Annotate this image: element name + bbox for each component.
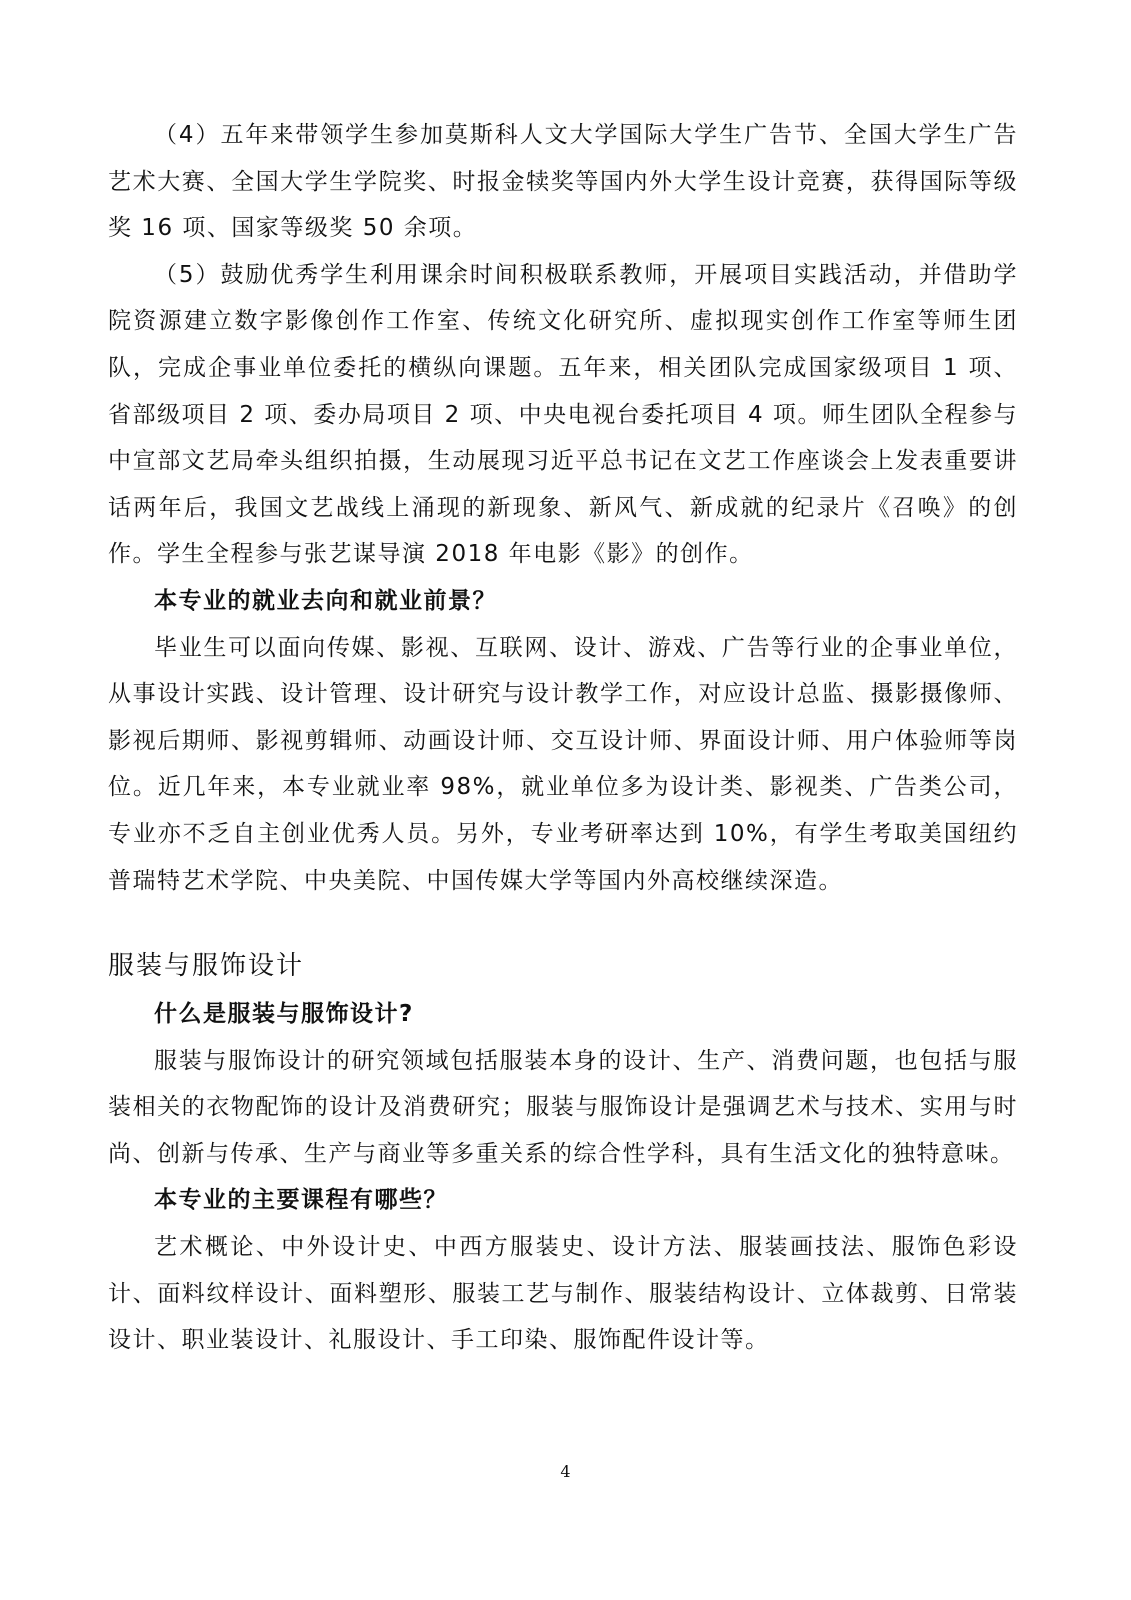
page-number: 4 — [560, 1462, 571, 1481]
section-heading: 服装与服饰设计 — [108, 951, 305, 982]
paragraph-awards: （4）五年来带领学生参加莫斯科人文大学国际大学生广告节、全国大学生广告艺术大赛、全国大学生学院奖、时报金犊奖等国内外大学生设计竞赛，获得国际等级奖 16 项、国家等级奖 50 余项。 — [108, 122, 1018, 242]
paragraph-projects: （5）鼓励优秀学生利用课余时间积极联系教师，开展项目实践活动，并借助学院资源建立数字影像创作工作室、传统文化研究所、虚拟现实创作工作室等师生团队，完成企事业单位委托的横纵向课题。五年来，相关团队完成国家级项目 1 项、省部级项目 2 项、委办局项目 2 项、中央电视台委托项目 4 项。师生团队全程参与中宣部文艺局牵头组织拍摄，生动展现习近平总书记在文艺工作座谈会上发表重要讲话两年后，我国文艺战线上涌现的新现象、新风气、新成就的纪录片《召唤》的创作。学生全程参与张艺谋导演 2018 年电影《影》的创作。 — [108, 261, 1018, 568]
document-body — [108, 112, 1018, 1364]
question-what-is: 什么是服装与服饰设计? — [154, 1001, 414, 1028]
paragraph-employment: 毕业生可以面向传媒、影视、互联网、设计、游戏、广告等行业的企事业单位，从事设计实践、设计管理、设计研究与设计教学工作，对应设计总监、摄影摄像师、影视后期师、影视剪辑师、动画设计师、交互设计师、界面设计师、用户体验师等岗位。近几年来，本专业就业率 98%，就业单位多为设计类、影视类、广告类公司，专业亦不乏自主创业优秀人员。另外，专业考研率达到 10%，有学生考取美国纽约普瑞特艺术学院、中央美院、中国传媒大学等国内外高校继续深造。 — [108, 634, 1018, 894]
question-employment: 本专业的就业去向和就业前景？ — [154, 587, 497, 614]
paragraph-courses: 艺术概论、中外设计史、中西方服装史、设计方法、服装画技法、服饰色彩设计、面料纹样设计、面料塑形、服装工艺与制作、服装结构设计、立体裁剪、日常装设计、职业装设计、礼服设计、手工印染、服饰配件设计等。 — [108, 1234, 1018, 1354]
paragraph-definition: 服装与服饰设计的研究领域包括服装本身的设计、生产、消费问题，也包括与服装相关的衣物配饰的设计及消费研究；服装与服饰设计是强调艺术与技术、实用与时尚、创新与传承、生产与商业等多重关系的综合性学科，具有生活文化的独特意味。 — [108, 1047, 1018, 1167]
question-courses: 本专业的主要课程有哪些？ — [154, 1187, 448, 1214]
